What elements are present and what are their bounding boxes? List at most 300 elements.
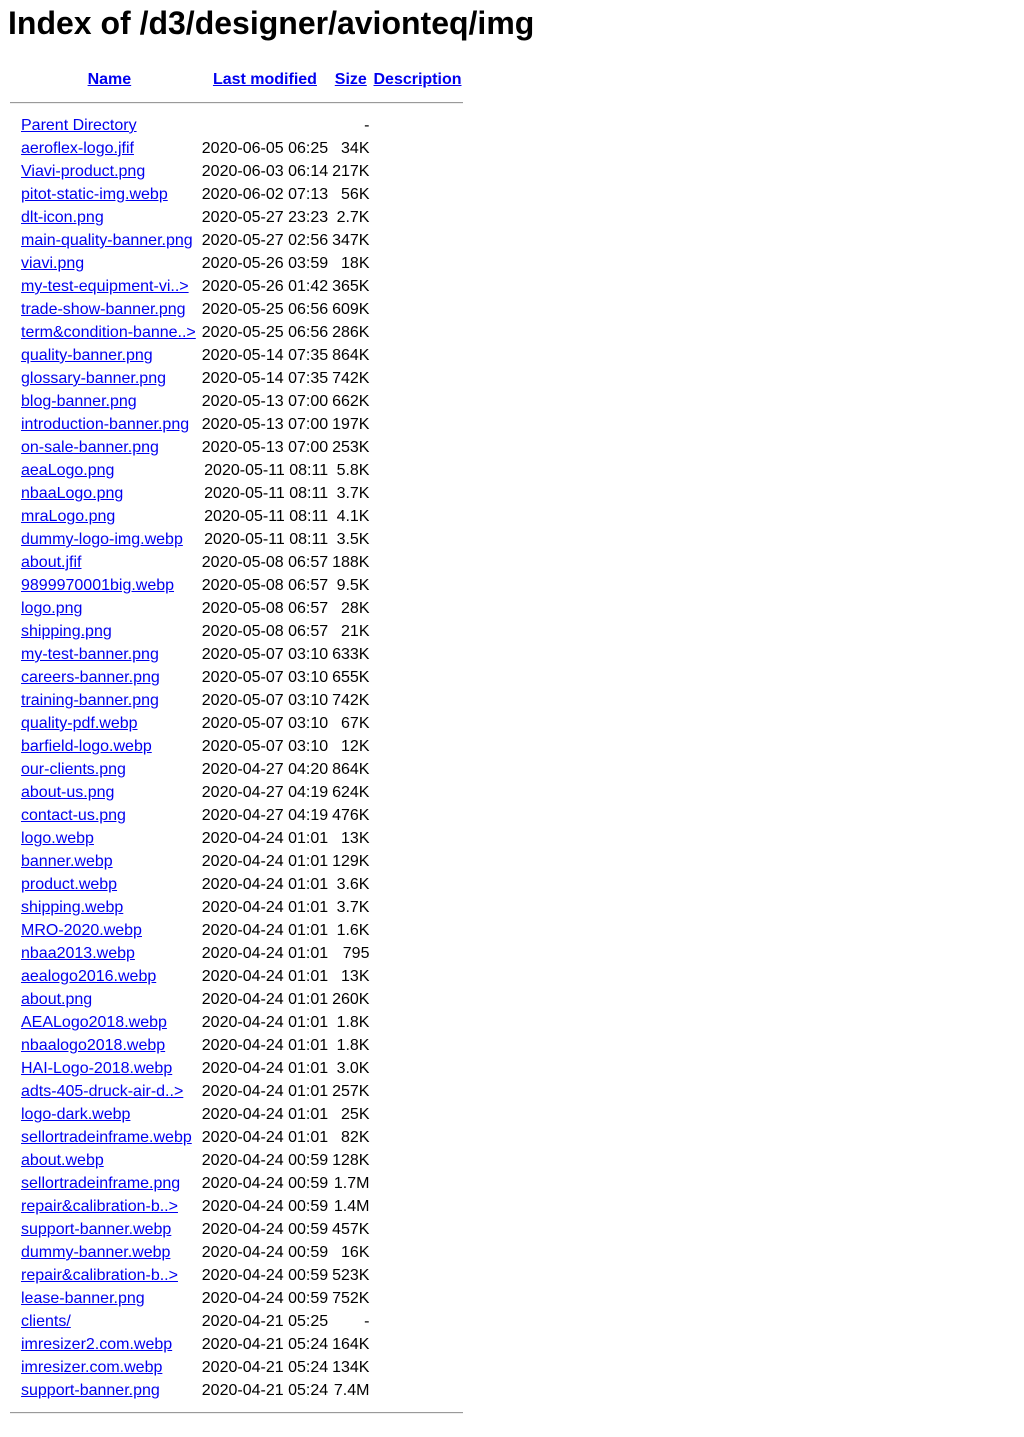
description-cell xyxy=(372,966,462,987)
size-cell: 129K xyxy=(332,853,370,870)
modified-cell: 2020-05-08 06:57 xyxy=(201,577,329,594)
file-link[interactable]: 9899970001big.webp xyxy=(21,577,175,594)
size-cell: 3.7K xyxy=(336,899,370,916)
icon-cell xyxy=(10,943,18,964)
modified-cell: 2020-06-02 07:13 xyxy=(201,186,329,203)
file-link[interactable]: my-test-equipment-vi..> xyxy=(21,278,189,295)
file-link[interactable]: repair&calibration-b..> xyxy=(21,1267,178,1284)
description-cell xyxy=(372,1081,462,1102)
modified-cell: 2020-05-26 01:42 xyxy=(201,278,329,295)
size-cell: 286K xyxy=(332,324,370,341)
file-link[interactable]: contact-us.png xyxy=(21,807,126,824)
table-row xyxy=(10,253,463,274)
size-cell: 1.4M xyxy=(333,1198,370,1215)
description-cell xyxy=(372,1035,462,1056)
description-cell xyxy=(372,989,462,1010)
file-link[interactable]: shipping.webp xyxy=(21,899,124,916)
size-cell: - xyxy=(364,1313,370,1330)
icon-cell xyxy=(10,920,18,941)
table-row xyxy=(10,1104,463,1125)
file-link[interactable]: repair&calibration-b..> xyxy=(21,1198,178,1215)
size-header xyxy=(331,68,370,91)
file-link[interactable]: training-banner.png xyxy=(21,692,159,709)
file-link[interactable]: about.jfif xyxy=(21,554,82,571)
table-row xyxy=(10,299,463,320)
size-cell: 7.4M xyxy=(333,1382,370,1399)
size-cell: 752K xyxy=(332,1290,370,1307)
modified-cell: 2020-05-11 08:11 xyxy=(204,531,329,548)
icon-header xyxy=(10,68,18,91)
icon-cell xyxy=(10,874,18,895)
table-row xyxy=(10,874,463,895)
description-cell xyxy=(372,667,462,688)
icon-cell xyxy=(10,598,18,619)
modified-cell: 2020-05-11 08:11 xyxy=(204,508,329,525)
size-cell: 742K xyxy=(332,692,370,709)
size-cell: 21K xyxy=(341,623,370,640)
file-link[interactable]: dummy-banner.webp xyxy=(21,1244,171,1261)
modified-cell: 2020-04-24 01:01 xyxy=(201,1014,329,1031)
file-link[interactable]: my-test-banner.png xyxy=(21,646,159,663)
table-row xyxy=(10,276,463,297)
description-cell xyxy=(372,690,462,711)
size-cell: 864K xyxy=(332,347,370,364)
table-row xyxy=(10,483,463,504)
description-cell xyxy=(372,736,462,757)
size-cell: 365K xyxy=(332,278,370,295)
modified-cell: 2020-04-24 01:01 xyxy=(201,968,329,985)
description-cell xyxy=(372,506,462,527)
description-cell xyxy=(372,598,462,619)
file-link[interactable]: barfield-logo.webp xyxy=(21,738,152,755)
description-cell xyxy=(372,161,462,182)
icon-cell xyxy=(10,1104,18,1125)
icon-cell xyxy=(10,782,18,803)
file-link[interactable]: about.png xyxy=(21,991,93,1008)
icon-cell xyxy=(10,1150,18,1171)
file-link[interactable]: logo-dark.webp xyxy=(21,1106,131,1123)
description-cell xyxy=(372,115,462,136)
file-link[interactable]: support-banner.webp xyxy=(21,1221,172,1238)
icon-cell xyxy=(10,1357,18,1378)
table-row xyxy=(10,138,463,159)
modified-cell: 2020-06-05 06:25 xyxy=(201,140,329,157)
icon-cell xyxy=(10,1288,18,1309)
size-cell: 164K xyxy=(332,1336,370,1353)
size-cell: 609K xyxy=(332,301,370,318)
description-cell xyxy=(372,1058,462,1079)
file-link[interactable]: about-us.png xyxy=(21,784,115,801)
file-link[interactable]: mraLogo.png xyxy=(21,508,116,525)
icon-cell xyxy=(10,276,18,297)
table-row xyxy=(10,368,463,389)
description-cell xyxy=(372,138,462,159)
modified-cell: 2020-05-07 03:10 xyxy=(201,715,329,732)
modified-cell: 2020-04-24 00:59 xyxy=(201,1152,329,1169)
file-link[interactable]: imresizer2.com.webp xyxy=(21,1336,173,1353)
table-row xyxy=(10,161,463,182)
size-cell: 3.5K xyxy=(336,531,370,548)
icon-cell xyxy=(10,989,18,1010)
icon-cell xyxy=(10,736,18,757)
table-row xyxy=(10,736,463,757)
icon-cell xyxy=(10,506,18,527)
size-cell: 188K xyxy=(332,554,370,571)
file-link[interactable]: lease-banner.png xyxy=(21,1290,145,1307)
modified-cell: 2020-05-07 03:10 xyxy=(201,669,329,686)
size-cell: 3.6K xyxy=(336,876,370,893)
file-link[interactable]: nbaaLogo.png xyxy=(21,485,124,502)
table-row xyxy=(10,1058,463,1079)
modified-cell: 2020-04-24 01:01 xyxy=(201,945,329,962)
description-cell xyxy=(372,1242,462,1263)
icon-cell xyxy=(10,1311,18,1332)
modified-cell: 2020-04-24 00:59 xyxy=(201,1290,329,1307)
file-link[interactable]: main-quality-banner.png xyxy=(21,232,193,249)
table-row xyxy=(10,1380,463,1401)
parent-directory-link[interactable]: Parent Directory xyxy=(21,117,137,134)
table-row xyxy=(10,391,463,412)
file-link[interactable]: banner.webp xyxy=(21,853,113,870)
modified-cell: 2020-04-27 04:20 xyxy=(201,761,329,778)
file-link[interactable]: support-banner.png xyxy=(21,1382,160,1399)
size-cell: 25K xyxy=(341,1106,370,1123)
icon-cell xyxy=(10,713,18,734)
modified-cell: 2020-05-08 06:57 xyxy=(201,600,329,617)
table-row xyxy=(10,552,463,573)
icon-cell xyxy=(10,1081,18,1102)
modified-cell: 2020-04-24 01:01 xyxy=(201,1037,329,1054)
description-cell xyxy=(372,345,462,366)
footer-separator-row xyxy=(10,1403,463,1423)
icon-cell xyxy=(10,161,18,182)
modified-cell: 2020-05-13 07:00 xyxy=(201,393,329,410)
size-cell: 864K xyxy=(332,761,370,778)
table-row xyxy=(10,230,463,251)
icon-cell xyxy=(10,690,18,711)
description-cell xyxy=(372,851,462,872)
file-link[interactable]: aealogo2016.webp xyxy=(21,968,157,985)
file-link[interactable]: MRO-2020.webp xyxy=(21,922,142,939)
size-cell: 18K xyxy=(341,255,370,272)
icon-cell xyxy=(10,1012,18,1033)
file-rows xyxy=(10,115,463,1401)
table-row xyxy=(10,966,463,987)
table-row xyxy=(10,1012,463,1033)
modified-cell: 2020-05-14 07:35 xyxy=(201,347,329,364)
icon-cell xyxy=(10,1196,18,1217)
file-link[interactable]: dummy-logo-img.webp xyxy=(21,531,183,548)
description-cell xyxy=(372,1219,462,1240)
description-cell xyxy=(372,184,462,205)
table-row xyxy=(10,322,463,343)
size-cell: 624K xyxy=(332,784,370,801)
icon-cell xyxy=(10,322,18,343)
table-row xyxy=(10,1127,463,1148)
size-cell: 217K xyxy=(332,163,370,180)
last-modified-header xyxy=(201,68,329,91)
sort-by-size-link[interactable]: Size xyxy=(334,71,367,88)
size-cell: 12K xyxy=(341,738,370,755)
table-row xyxy=(10,667,463,688)
icon-cell xyxy=(10,828,18,849)
modified-cell: 2020-04-21 05:24 xyxy=(201,1382,329,1399)
icon-cell xyxy=(10,667,18,688)
modified-cell: 2020-04-27 04:19 xyxy=(201,784,329,801)
size-cell: 197K xyxy=(332,416,370,433)
file-link[interactable]: sellortradeinframe.png xyxy=(21,1175,181,1192)
file-link[interactable]: nbaa2013.webp xyxy=(21,945,135,962)
file-link[interactable]: quality-pdf.webp xyxy=(21,715,138,732)
table-row xyxy=(10,897,463,918)
modified-cell: 2020-04-21 05:25 xyxy=(201,1313,329,1330)
table-row xyxy=(10,437,463,458)
size-cell: 655K xyxy=(332,669,370,686)
description-cell xyxy=(372,1311,462,1332)
modified-cell: 2020-04-24 01:01 xyxy=(201,1060,329,1077)
icon-cell xyxy=(10,299,18,320)
size-cell: 28K xyxy=(341,600,370,617)
modified-cell: 2020-04-24 00:59 xyxy=(201,1221,329,1238)
icon-cell xyxy=(10,805,18,826)
icon-cell xyxy=(10,138,18,159)
size-cell: 134K xyxy=(332,1359,370,1376)
description-cell xyxy=(372,299,462,320)
size-cell: 1.8K xyxy=(336,1014,370,1031)
modified-cell: 2020-04-21 05:24 xyxy=(201,1336,329,1353)
modified-cell: 2020-05-11 08:11 xyxy=(204,485,329,502)
size-cell: 662K xyxy=(332,393,370,410)
table-row xyxy=(10,1242,463,1263)
file-link[interactable]: about.webp xyxy=(21,1152,104,1169)
table-row xyxy=(10,759,463,780)
size-cell: 476K xyxy=(332,807,370,824)
modified-cell: 2020-04-24 01:01 xyxy=(201,1129,329,1146)
page-title: Index of /d3/designer/avionteq/img xyxy=(8,5,535,41)
size-cell: 1.6K xyxy=(336,922,370,939)
icon-cell xyxy=(10,115,18,136)
modified-cell xyxy=(201,115,329,136)
description-cell xyxy=(372,805,462,826)
size-cell: 5.8K xyxy=(336,462,370,479)
table-row xyxy=(10,782,463,803)
modified-cell: 2020-04-24 01:01 xyxy=(201,1083,329,1100)
file-link[interactable]: clients/ xyxy=(21,1313,71,1330)
file-link[interactable]: adts-405-druck-air-d..> xyxy=(21,1083,184,1100)
size-cell: 742K xyxy=(332,370,370,387)
table-row xyxy=(10,1035,463,1056)
modified-cell: 2020-06-03 06:14 xyxy=(201,163,329,180)
icon-cell xyxy=(10,1242,18,1263)
icon-cell xyxy=(10,1219,18,1240)
table-row xyxy=(10,713,463,734)
table-row xyxy=(10,529,463,550)
size-cell: 67K xyxy=(341,715,370,732)
description-cell xyxy=(372,782,462,803)
table-row xyxy=(10,414,463,435)
table-row xyxy=(10,1150,463,1171)
file-link[interactable]: pitot-static-img.webp xyxy=(21,186,168,203)
description-cell xyxy=(372,253,462,274)
description-cell xyxy=(372,1265,462,1286)
modified-cell: 2020-05-14 07:35 xyxy=(201,370,329,387)
file-link[interactable]: quality-banner.png xyxy=(21,347,153,364)
table-row xyxy=(10,460,463,481)
icon-cell xyxy=(10,1334,18,1355)
modified-cell: 2020-04-24 01:01 xyxy=(201,1106,329,1123)
modified-cell: 2020-05-07 03:10 xyxy=(201,692,329,709)
description-cell xyxy=(372,414,462,435)
file-link[interactable]: aeaLogo.png xyxy=(21,462,115,479)
size-cell: 4.1K xyxy=(336,508,370,525)
description-cell xyxy=(372,897,462,918)
modified-cell: 2020-04-24 01:01 xyxy=(201,830,329,847)
table-row xyxy=(10,1173,463,1194)
table-row xyxy=(10,851,463,872)
table-row xyxy=(10,345,463,366)
file-link[interactable]: trade-show-banner.png xyxy=(21,301,186,318)
size-cell: 1.7M xyxy=(333,1175,370,1192)
icon-cell xyxy=(10,368,18,389)
size-cell: 457K xyxy=(332,1221,370,1238)
description-cell xyxy=(372,575,462,596)
modified-cell: 2020-04-24 01:01 xyxy=(201,922,329,939)
description-cell xyxy=(372,1150,462,1171)
size-cell: 34K xyxy=(341,140,370,157)
file-link[interactable]: aeroflex-logo.jfif xyxy=(21,140,134,157)
table-row xyxy=(10,207,463,228)
file-link[interactable]: term&condition-banne..> xyxy=(21,324,196,341)
description-header xyxy=(372,68,462,91)
icon-cell xyxy=(10,644,18,665)
icon-cell xyxy=(10,897,18,918)
modified-cell: 2020-05-07 03:10 xyxy=(201,646,329,663)
file-link[interactable]: AEALogo2018.webp xyxy=(21,1014,167,1031)
icon-cell xyxy=(10,1380,18,1401)
icon-cell xyxy=(10,552,18,573)
description-cell xyxy=(372,322,462,343)
modified-cell: 2020-05-25 06:56 xyxy=(201,324,329,341)
header-separator-row xyxy=(10,93,463,113)
icon-cell xyxy=(10,207,18,228)
table-row xyxy=(10,828,463,849)
modified-cell: 2020-05-27 23:23 xyxy=(201,209,329,226)
size-cell: 523K xyxy=(332,1267,370,1284)
size-cell: 260K xyxy=(332,991,370,1008)
file-link[interactable]: introduction-banner.png xyxy=(21,416,190,433)
table-row xyxy=(10,1196,463,1217)
description-cell xyxy=(372,1380,462,1401)
description-cell xyxy=(372,207,462,228)
icon-cell xyxy=(10,966,18,987)
parent-directory-row xyxy=(10,115,463,136)
modified-cell: 2020-05-25 06:56 xyxy=(201,301,329,318)
file-link[interactable]: HAI-Logo-2018.webp xyxy=(21,1060,173,1077)
icon-cell xyxy=(10,759,18,780)
table-row xyxy=(10,690,463,711)
icon-cell xyxy=(10,1058,18,1079)
file-link[interactable]: blog-banner.png xyxy=(21,393,137,410)
modified-cell: 2020-04-24 00:59 xyxy=(201,1175,329,1192)
description-cell xyxy=(372,391,462,412)
description-cell xyxy=(372,1357,462,1378)
table-row xyxy=(10,1288,463,1309)
icon-cell xyxy=(10,391,18,412)
icon-cell xyxy=(10,1265,18,1286)
header-row xyxy=(10,68,463,91)
size-cell: 128K xyxy=(332,1152,370,1169)
file-link[interactable]: logo.png xyxy=(21,600,83,617)
modified-cell: 2020-05-07 03:10 xyxy=(201,738,329,755)
file-link[interactable]: dlt-icon.png xyxy=(21,209,104,226)
modified-cell: 2020-04-24 01:01 xyxy=(201,899,329,916)
file-link[interactable]: sellortradeinframe.webp xyxy=(21,1129,192,1146)
description-cell xyxy=(372,644,462,665)
sort-by-description-link[interactable]: Description xyxy=(373,71,462,88)
icon-cell xyxy=(10,460,18,481)
sort-by-last-modified-link[interactable]: Last modified xyxy=(212,71,317,88)
name-header xyxy=(20,68,199,91)
size-cell: 3.0K xyxy=(336,1060,370,1077)
icon-cell xyxy=(10,621,18,642)
description-cell xyxy=(372,1127,462,1148)
description-cell xyxy=(372,1012,462,1033)
size-cell: 9.5K xyxy=(336,577,370,594)
file-link[interactable]: our-clients.png xyxy=(21,761,126,778)
description-cell xyxy=(372,230,462,251)
file-link[interactable]: nbaalogo2018.webp xyxy=(21,1037,166,1054)
file-link[interactable]: logo.webp xyxy=(21,830,94,847)
modified-cell: 2020-05-27 02:56 xyxy=(201,232,329,249)
modified-cell: 2020-05-26 03:59 xyxy=(201,255,329,272)
size-cell: 347K xyxy=(332,232,370,249)
description-cell xyxy=(372,552,462,573)
modified-cell: 2020-04-24 00:59 xyxy=(201,1198,329,1215)
icon-cell xyxy=(10,230,18,251)
description-cell xyxy=(372,943,462,964)
modified-cell: 2020-05-08 06:57 xyxy=(201,554,329,571)
description-cell xyxy=(372,529,462,550)
table-row xyxy=(10,644,463,665)
table-row xyxy=(10,575,463,596)
top-divider xyxy=(10,102,463,104)
table-row xyxy=(10,1334,463,1355)
file-link[interactable]: shipping.png xyxy=(21,623,112,640)
size-cell: 13K xyxy=(341,830,370,847)
table-row xyxy=(10,805,463,826)
file-listing-table xyxy=(8,66,465,1425)
file-link[interactable]: on-sale-banner.png xyxy=(21,439,159,456)
file-link[interactable]: imresizer.com.webp xyxy=(21,1359,163,1376)
description-cell xyxy=(372,920,462,941)
description-cell xyxy=(372,713,462,734)
file-link[interactable]: careers-banner.png xyxy=(21,669,160,686)
description-cell xyxy=(372,276,462,297)
sort-by-name-link[interactable]: Name xyxy=(87,71,132,88)
file-link[interactable]: viavi.png xyxy=(21,255,85,272)
description-cell xyxy=(372,828,462,849)
size-cell: 2.7K xyxy=(336,209,370,226)
size-cell: 795 xyxy=(342,945,370,962)
description-cell xyxy=(372,437,462,458)
file-link[interactable]: product.webp xyxy=(21,876,118,893)
file-link[interactable]: glossary-banner.png xyxy=(21,370,166,387)
file-link[interactable]: Viavi-product.png xyxy=(21,163,146,180)
modified-cell: 2020-05-13 07:00 xyxy=(201,439,329,456)
table-row xyxy=(10,598,463,619)
size-cell: 82K xyxy=(341,1129,370,1146)
description-cell xyxy=(372,1196,462,1217)
